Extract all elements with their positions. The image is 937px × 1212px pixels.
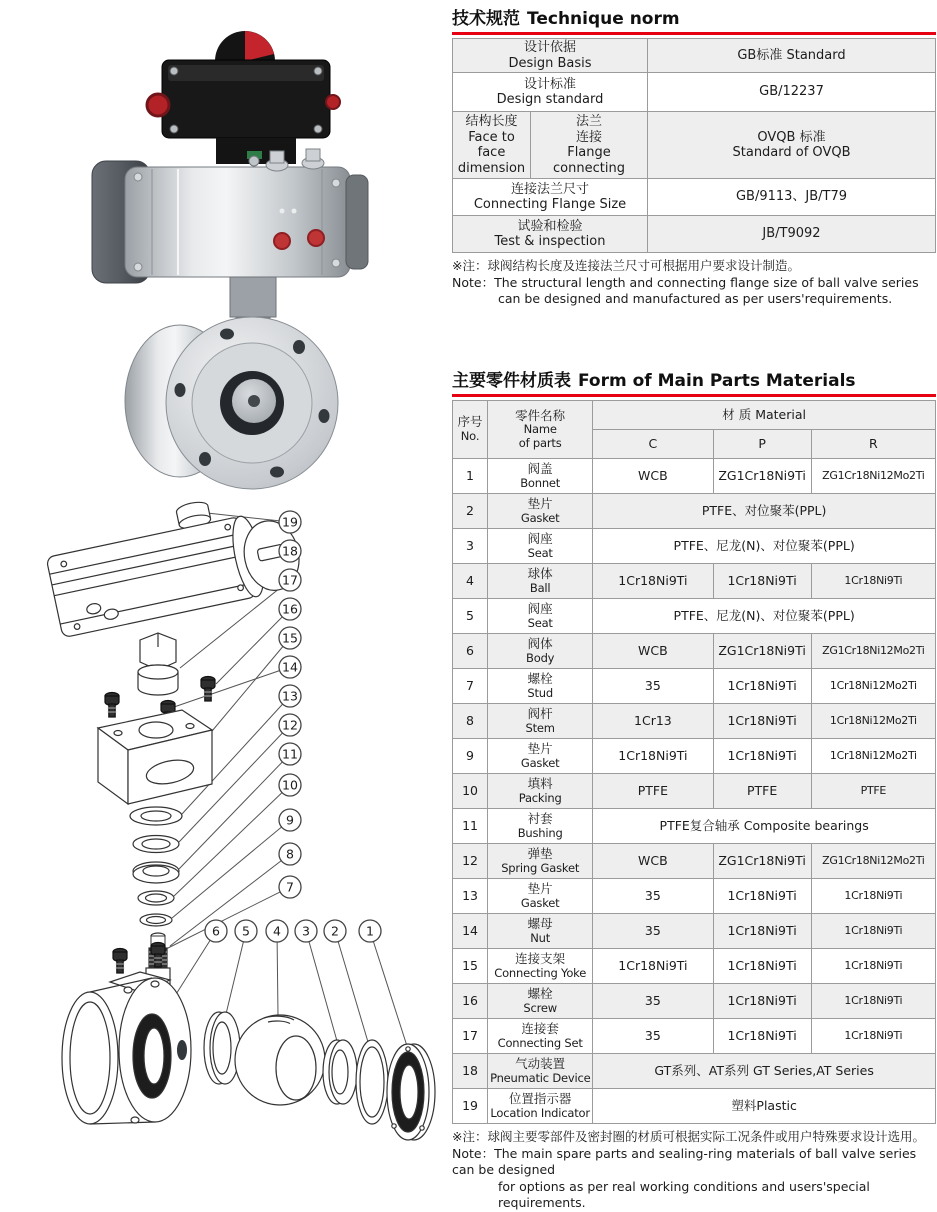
callout-12: 12 [282,717,298,733]
part-name-en: Connecting Set [497,1035,583,1050]
table-row [453,879,936,914]
callout-13: 13 [282,688,298,704]
spec-label-zh: 设计标准 [523,76,576,92]
note-en-text: The main spare parts and sealing-ring materials of ball valve series can be designed [452,1145,917,1177]
part-name [488,879,593,914]
header-col-r: R [811,430,935,459]
part-name [488,739,593,774]
material-c: 35 [593,914,713,949]
material-r: 1Cr18Ni9Ti [811,914,935,949]
material-p: 1Cr18Ni9Ti [713,704,811,739]
spec-label-zh: 试验和检验 [517,218,583,234]
header-no [453,401,488,459]
part-name-zh: 垫片 [527,740,553,756]
callout-3: 3 [302,923,310,939]
table-row [453,564,936,599]
part-connecting-yoke [98,710,212,804]
material-r: 1Cr18Ni12Mo2Ti [811,739,935,774]
spec-label [453,39,648,73]
title-zh: 技术规范 [452,9,520,29]
spec-sublabel-zh: 法兰 [575,114,602,129]
part-name-en: Gasket [520,895,560,910]
header-name-en: of parts [518,435,562,450]
part-name-en: Stem [525,720,555,735]
spec-label [453,112,531,179]
part-name [488,599,593,634]
material-c: 1Cr18Ni9Ti [593,949,713,984]
part-seat [323,1040,357,1104]
part-name-zh: 螺母 [527,915,553,931]
spec-value [648,112,936,179]
part-no: 10 [453,774,488,809]
part-name [488,914,593,949]
part-name-en: Bonnet [520,475,561,490]
part-name [488,1089,593,1124]
spec-label [453,179,648,216]
material-p: ZG1Cr18Ni9Ti [713,844,811,879]
callout-17: 17 [282,572,298,588]
part-no: 4 [453,564,488,599]
spec-sublabel-zh: 连接 [575,129,602,145]
callout-6: 6 [212,923,220,939]
material-c: 35 [593,879,713,914]
spec-value: GB/12237 [648,73,936,112]
technique-note [452,258,936,308]
table-row [453,459,936,494]
spec-label-en: Design Basis [508,55,592,71]
material-c: WCB [593,459,713,494]
part-name-zh: 气动装置 [515,1055,566,1071]
material-p: PTFE [713,774,811,809]
spec-label-en: Design standard [496,92,604,108]
material-span: 塑料Plastic [593,1089,936,1124]
part-name-zh: 连接套 [521,1020,559,1036]
callout-10: 10 [282,777,298,793]
header-col-c: C [593,430,713,459]
material-r: 1Cr18Ni12Mo2Ti [811,669,935,704]
part-name [488,529,593,564]
material-p: ZG1Cr18Ni9Ti [713,459,811,494]
part-name-en: Ball [529,580,551,595]
part-screw [105,693,119,718]
material-r: ZG1Cr18Ni12Mo2Ti [811,844,935,879]
part-name [488,494,593,529]
material-r: PTFE [811,774,935,809]
part-name-zh: 阀座 [527,600,553,616]
material-r: 1Cr18Ni9Ti [811,879,935,914]
part-name-en: Seat [527,615,553,630]
table-row [453,844,936,879]
spec-label [453,216,648,253]
note-zh: ※注：球阀结构长度及连接法兰尺寸可根据用户要求设计制造。 [452,258,800,274]
material-p: 1Cr18Ni9Ti [713,739,811,774]
limit-switch-box [147,31,340,166]
part-name-zh: 螺栓 [527,985,553,1001]
part-name-zh: 垫片 [527,880,553,896]
spec-value-line: Standard of OVQB [732,145,851,161]
material-p: 1Cr18Ni9Ti [713,984,811,1019]
table-row [453,1054,936,1089]
material-c: 35 [593,1019,713,1054]
part-no: 9 [453,739,488,774]
part-name-en: Body [526,650,555,665]
part-name-zh: 垫片 [527,495,553,511]
part-no: 6 [453,634,488,669]
part-stud [113,949,127,974]
spec-label-zh: 连接法兰尺寸 [510,181,589,197]
material-p: 1Cr18Ni9Ti [713,949,811,984]
part-name-en: Spring Gasket [501,860,580,875]
table-row [453,949,936,984]
part-bonnet [387,1044,435,1140]
material-c: 35 [593,984,713,1019]
table-row [453,179,936,216]
part-connecting-set [138,633,178,695]
header-name [488,401,593,459]
material-c: WCB [593,634,713,669]
material-span: PTFE、对位聚苯(PPL) [593,494,936,529]
technique-norm-section [452,4,936,308]
materials-table [452,400,936,1124]
part-no: 7 [453,669,488,704]
part-name-zh: 阀座 [527,530,553,546]
table-row [453,599,936,634]
part-no: 17 [453,1019,488,1054]
table-row [453,809,936,844]
part-no: 2 [453,494,488,529]
part-no: 14 [453,914,488,949]
part-name [488,774,593,809]
part-no: 8 [453,704,488,739]
red-divider [452,32,936,35]
material-span: PTFE、尼龙(N)、对位聚苯(PPL) [593,599,936,634]
note-en-label: Note： [452,274,495,290]
header-no-en: No. [460,429,480,444]
part-name-en: Gasket [520,510,560,525]
part-name-en: Stud [527,685,553,700]
material-r: ZG1Cr18Ni12Mo2Ti [811,459,935,494]
spec-value: JB/T9092 [648,216,936,253]
table-row [453,1089,936,1124]
part-name-en: Screw [523,1000,557,1015]
part-name [488,809,593,844]
callout-15: 15 [282,630,298,646]
spec-value: GB/9113、JB/T79 [648,179,936,216]
table-row [453,634,936,669]
note-en-label: Note： [452,1145,495,1161]
spec-sublabel-en: Flange [567,145,611,161]
title-zh: 主要零件材质表 [452,371,571,391]
callout-19: 19 [282,514,298,530]
table-row [453,39,936,73]
callout-11: 11 [282,746,298,762]
materials-note [452,1129,936,1212]
material-p: 1Cr18Ni9Ti [713,914,811,949]
callout-14: 14 [282,659,298,675]
part-name-en: Packing [518,790,562,805]
material-r: 1Cr18Ni9Ti [811,984,935,1019]
callout-16: 16 [282,601,298,617]
table-row [453,704,936,739]
part-name-zh: 连接支架 [515,950,566,966]
part-name [488,634,593,669]
materials-section [452,366,936,1212]
red-divider [452,394,936,397]
spec-label-en: Test & inspection [494,234,606,250]
material-p: ZG1Cr18Ni9Ti [713,634,811,669]
table-row [453,984,936,1019]
table-row [453,739,936,774]
material-p: 1Cr18Ni9Ti [713,564,811,599]
part-seat [204,1012,240,1084]
spec-label-en: Connecting Flange Size [473,197,627,213]
part-no: 3 [453,529,488,564]
part-name [488,669,593,704]
table-row [453,494,936,529]
part-name-en: Connecting Yoke [494,965,587,980]
part-no: 5 [453,599,488,634]
material-c: 1Cr18Ni9Ti [593,739,713,774]
table-row [453,216,936,253]
spec-sublabel-en: connecting [553,160,625,176]
callout-18: 18 [282,543,298,559]
part-name-zh: 球体 [527,565,553,581]
valve-body [125,317,338,489]
material-c: PTFE [593,774,713,809]
table-row [453,73,936,112]
part-name [488,844,593,879]
table-row [453,669,936,704]
technique-norm-table [452,38,936,253]
material-p: 1Cr18Ni9Ti [713,879,811,914]
material-r: 1Cr18Ni9Ti [811,564,935,599]
callout-2: 2 [331,923,339,939]
part-name [488,564,593,599]
note-en [452,1146,936,1179]
material-c: 1Cr18Ni9Ti [593,564,713,599]
part-name [488,949,593,984]
part-name [488,984,593,1019]
part-body [62,972,191,1124]
part-name-zh: 螺栓 [527,670,553,686]
material-c: 1Cr13 [593,704,713,739]
note-en-cont: can be designed and manufactured as per users'requirements. [498,291,893,307]
table-row [453,774,936,809]
table-row [453,914,936,949]
part-no: 11 [453,809,488,844]
part-gasket-stack [130,807,182,926]
title-en: Technique norm [527,9,680,29]
material-p: 1Cr18Ni9Ti [713,669,811,704]
callout-7: 7 [286,879,294,895]
material-span: PTFE、尼龙(N)、对位聚苯(PPL) [593,529,936,564]
material-r: 1Cr18Ni12Mo2Ti [811,704,935,739]
callout-1: 1 [366,923,374,939]
pneumatic-actuator [92,149,368,283]
part-name-zh: 位置指示器 [508,1090,572,1106]
materials-title [452,366,936,391]
spec-label-zh: 设计依据 [523,40,576,55]
callout-5: 5 [242,923,250,939]
spec-label-en: Face to face dimension [457,129,526,176]
part-name-zh: 阀体 [527,635,553,651]
callout-9: 9 [286,812,294,828]
callout-8: 8 [286,846,294,862]
material-span: PTFE复合轴承 Composite bearings [593,809,936,844]
part-no: 19 [453,1089,488,1124]
part-name-zh: 填料 [527,775,553,791]
part-no: 1 [453,459,488,494]
note-zh: ※注：球阀主要零部件及密封圈的材质可根据实际工况条件或用户特殊要求设计选用。 [452,1129,925,1144]
spec-sublabel [531,112,648,179]
callout-4: 4 [273,923,281,939]
part-no: 13 [453,879,488,914]
part-name-en: Seat [527,545,553,560]
part-name [488,459,593,494]
part-ball [235,1015,325,1105]
part-name-en: Bushing [517,825,563,840]
table-row [453,529,936,564]
part-no: 16 [453,984,488,1019]
header-col-p: P [713,430,811,459]
part-name-zh: 阀盖 [527,460,553,476]
spec-label-zh: 结构长度 [465,114,518,129]
material-r: 1Cr18Ni9Ti [811,1019,935,1054]
part-name-en: Pneumatic Device [490,1070,591,1085]
part-name-en: Location Indicator [490,1105,590,1120]
part-name [488,704,593,739]
material-c: 35 [593,669,713,704]
table-row [453,1019,936,1054]
note-en-text: The structural length and connecting flange size of ball valve series [494,274,919,290]
header-row [453,401,936,430]
material-r: ZG1Cr18Ni12Mo2Ti [811,634,935,669]
header-no-zh: 序号 [457,414,483,430]
part-name-zh: 弹垫 [527,845,553,861]
spec-value-line: OVQB 标准 [757,129,826,145]
spec-value: GB标准 Standard [648,39,936,73]
part-name-zh: 衬套 [527,810,553,826]
material-span: GT系列、AT系列 GT Series,AT Series [593,1054,936,1089]
part-name [488,1054,593,1089]
material-p: 1Cr18Ni9Ti [713,1019,811,1054]
material-c: WCB [593,844,713,879]
header-name-en: Name [523,422,557,437]
part-no: 18 [453,1054,488,1089]
part-name [488,1019,593,1054]
note-en-cont: for options as per real working conditions and users'special requirements. [498,1178,870,1210]
technique-norm-title [452,4,936,29]
note-en [452,275,936,292]
part-no: 15 [453,949,488,984]
table-row [453,112,936,179]
material-r: 1Cr18Ni9Ti [811,949,935,984]
spec-label [453,73,648,112]
part-pneumatic-device [41,500,305,638]
header-name-zh: 零件名称 [515,407,566,423]
exploded-diagram [40,500,460,1145]
part-name-en: Gasket [520,755,560,770]
header-material: 材 质 Material [593,401,936,430]
title-en: Form of Main Parts Materials [578,371,856,391]
part-name-en: Nut [530,930,551,945]
part-no: 12 [453,844,488,879]
part-gasket [356,1040,388,1124]
part-name-zh: 阀杆 [527,705,553,721]
product-photo [30,5,425,490]
